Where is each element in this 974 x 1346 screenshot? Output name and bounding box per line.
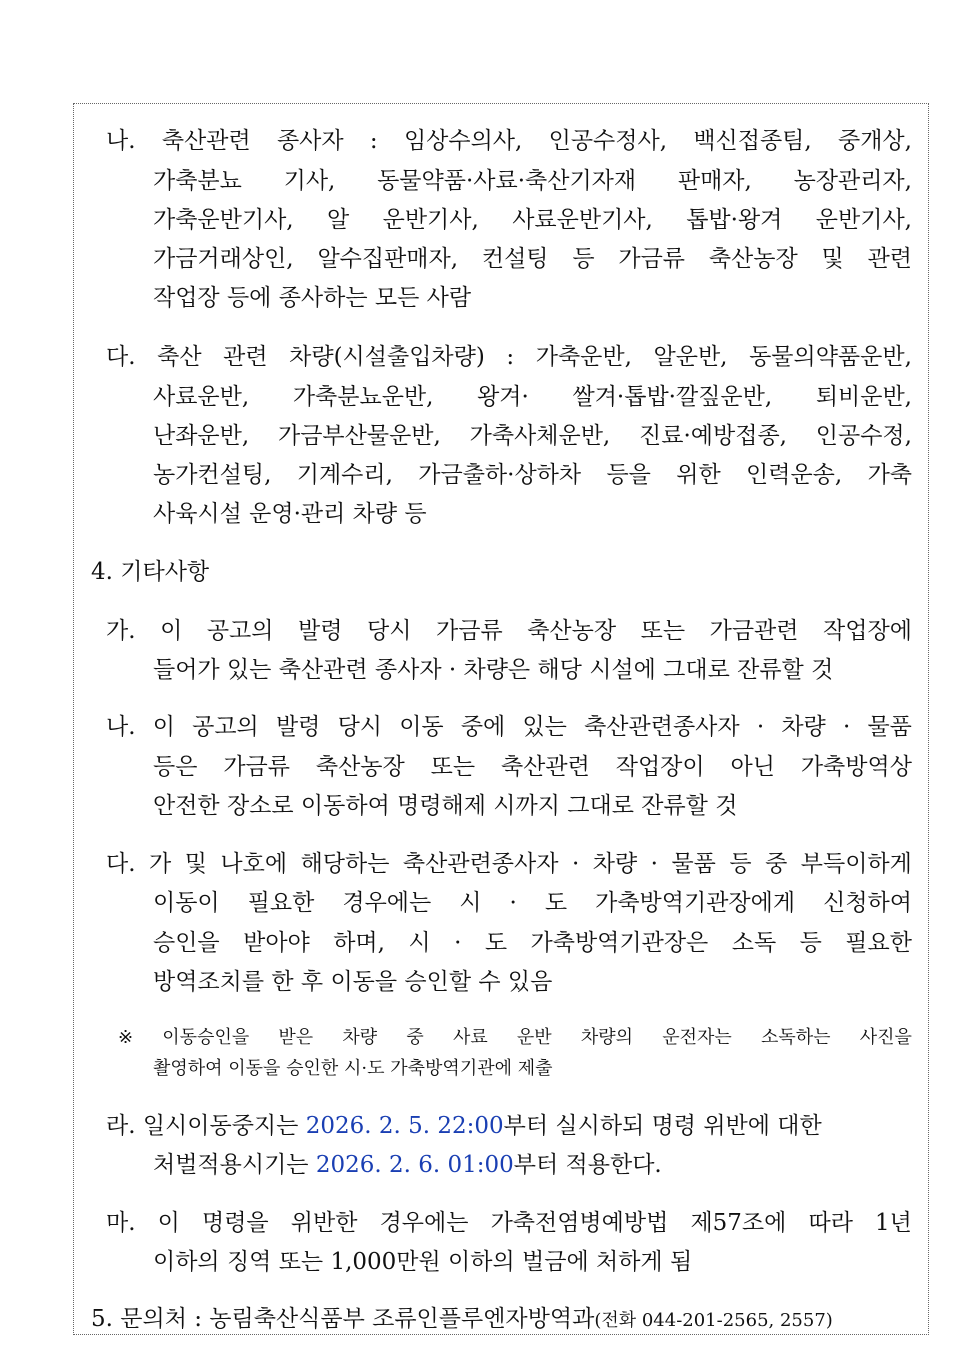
word: 및: [184, 851, 207, 877]
word: 작업장에: [823, 618, 912, 644]
word: 운전자는: [662, 1027, 732, 1048]
word: 등: [572, 246, 595, 272]
word: 알운반,: [653, 344, 728, 370]
line-text: [153, 245, 912, 273]
word: 해당하는: [300, 851, 390, 877]
word: 기사,: [283, 168, 336, 194]
word: 사료: [452, 1027, 488, 1048]
word: 받은: [278, 1027, 314, 1048]
word: 왕겨·: [477, 384, 529, 410]
word: 가금관련: [709, 618, 799, 644]
word: 필요한: [845, 930, 912, 956]
word: 종사자: [276, 128, 344, 154]
word: 승인을: [153, 930, 220, 956]
contact-phone: (전화 044-201-2565, 2557): [594, 1310, 833, 1331]
section-5-contact: 5. 문의처 : 농림축산식품부 조류인플루엔자방역과(전화 044-201-2565, 2557): [91, 1306, 833, 1332]
word: 농장관리자,: [793, 168, 912, 194]
word: 판매자,: [677, 168, 752, 194]
s4-ga-line-2: 들어가 있는 축산관련 종사자 · 차량은 해당 시설에 그대로 잔류할 것: [153, 657, 834, 683]
word: 가금출하·상하차: [418, 462, 582, 488]
word: 가금부산물운반,: [277, 423, 441, 449]
s4-na-line-3: 안전한 장소로 이동하여 명령해제 시까지 그대로 잔류할 것: [153, 793, 738, 819]
line-text: [106, 850, 912, 878]
word: 나호에: [220, 851, 288, 877]
word: 하며,: [333, 930, 385, 956]
word: 알: [327, 207, 350, 233]
word: 신청하여: [823, 890, 912, 916]
line-text: [153, 383, 912, 411]
word: 등은: [153, 754, 198, 780]
word: 등: [799, 930, 822, 956]
word: 중개상,: [838, 128, 912, 154]
line-text: [153, 167, 912, 195]
word: 차량: [342, 1027, 378, 1048]
word: ·: [650, 851, 658, 877]
word: 나.: [106, 714, 136, 740]
word: 이: [152, 714, 175, 740]
word: ·: [454, 930, 462, 956]
word: 차량의: [580, 1027, 634, 1048]
s4-da-line-2: [153, 889, 912, 917]
word: 가축운반기사,: [153, 207, 294, 233]
word: 관련: [223, 344, 268, 370]
word: 동물약품·사료·축산기자재: [377, 168, 637, 194]
s4-ga-line-1: [106, 617, 912, 645]
line-text: [106, 1209, 912, 1237]
word: 차량: [592, 851, 638, 877]
word: 가금류: [436, 618, 503, 644]
line-text: [153, 461, 912, 489]
word: 사진을: [859, 1027, 912, 1048]
word: 시: [459, 890, 482, 916]
word: ·: [571, 851, 580, 877]
word: 인공수정사,: [548, 128, 668, 154]
line-text: [153, 753, 912, 781]
word: 알수집판매자,: [317, 246, 459, 272]
s4-ma-line-1: [106, 1209, 912, 1237]
word: 진료·예방접종,: [639, 423, 787, 449]
s4-ma-line-2: 이하의 징역 또는 1,000만원 이하의 벌금에 처하게 됨: [153, 1249, 693, 1275]
na-line-1: [106, 127, 912, 155]
word: 운반: [516, 1027, 552, 1048]
word: 소독하는: [760, 1027, 831, 1048]
word: 가축방역상: [800, 754, 912, 780]
word: 공고의: [206, 618, 274, 644]
word: 있는: [522, 714, 567, 740]
word: 가축방역기관장에게: [595, 890, 796, 916]
line-text: [106, 713, 912, 741]
word: 톱밥·왕겨: [686, 207, 783, 233]
word: 차량(시설출입차량): [289, 344, 485, 370]
word: 당시: [367, 618, 412, 644]
word: 쌀겨·톱밥·깔짚운반,: [572, 384, 773, 410]
word: 가.: [106, 618, 136, 644]
word: 가축사체운반,: [469, 423, 611, 449]
word: 등을: [606, 462, 651, 488]
word: 또는: [640, 618, 686, 644]
da-line-3: [153, 422, 912, 450]
word: 축산관련: [161, 128, 251, 154]
word: 받아야: [243, 930, 310, 956]
word: 동물의약품운반,: [749, 344, 912, 370]
word: 다.: [106, 851, 136, 877]
word: :: [506, 344, 515, 370]
s4-na-line-1: [106, 713, 912, 741]
s4-da-line-1: [106, 850, 912, 878]
word: 임상수의사,: [403, 128, 523, 154]
word: 이동: [399, 714, 444, 740]
word: 차량: [781, 714, 826, 740]
s4-da-line-3: [153, 929, 912, 957]
line-text: [153, 889, 912, 917]
word: 가축운반,: [535, 344, 632, 370]
word: 등: [729, 851, 752, 877]
word: 마.: [106, 1210, 136, 1236]
na-line-3: [153, 206, 912, 234]
word: 축산관련종사자: [584, 714, 740, 740]
section-4-heading: 4. 기타사항: [91, 559, 210, 585]
line-text: [153, 422, 912, 450]
word: 이동이: [153, 890, 220, 916]
word: 이: [157, 1210, 180, 1236]
word: 경우에는: [342, 890, 432, 916]
word: 컨설팅: [481, 246, 549, 272]
word: 따라: [808, 1210, 853, 1236]
word: 농가컨설팅,: [153, 462, 272, 488]
word: 가금거래상인,: [153, 246, 294, 272]
word: 및: [821, 246, 844, 272]
ra-penalty-datetime: 2026. 2. 6. 01:00: [315, 1152, 514, 1178]
word: 경우에는: [379, 1210, 469, 1236]
note-line-2: 촬영하여 이동을 승인한 시·도 가축방역기관에 제출: [153, 1058, 553, 1079]
word: 도: [484, 930, 508, 956]
word: 운반기사,: [382, 207, 479, 233]
word: 가축방역기관장은: [530, 930, 709, 956]
word: 가: [149, 851, 172, 877]
word: 발령: [298, 618, 343, 644]
word: 백신접종팀,: [693, 128, 812, 154]
line-text: [106, 343, 912, 371]
word: 축산농장: [527, 618, 617, 644]
word: 나.: [106, 128, 136, 154]
word: 이동승인을: [162, 1027, 250, 1048]
word: 또는: [430, 754, 476, 780]
na-line-4: [153, 245, 912, 273]
word: 퇴비운반,: [815, 384, 912, 410]
word: 필요한: [247, 890, 315, 916]
word: 제57조에: [690, 1210, 787, 1236]
da-line-2: [153, 383, 912, 411]
word: 공고의: [192, 714, 259, 740]
word: 도: [544, 890, 568, 916]
word: 작업장이: [615, 754, 705, 780]
line-text: [153, 929, 912, 957]
word: 축산관련종사자: [402, 851, 559, 877]
s4-ra-line-1: 라. 일시이동중지는 2026. 2. 5. 22:00부터 실시하되 명령 위반에 대한: [106, 1113, 822, 1139]
word: 위반한: [290, 1210, 358, 1236]
word: 가축전염병예방법: [490, 1210, 669, 1236]
word: 다.: [106, 344, 136, 370]
word: 축산농장: [315, 754, 405, 780]
word: 1년: [875, 1210, 912, 1236]
word: 사료운반,: [153, 384, 250, 410]
word: 가축: [867, 462, 912, 488]
word: 발령: [275, 714, 321, 740]
line-text: [153, 206, 912, 234]
note-line-1: [118, 1026, 912, 1050]
word: 관련: [867, 246, 912, 272]
word: 가축분뇨운반,: [292, 384, 434, 410]
da-line-1: [106, 343, 912, 371]
word: 사료운반기사,: [512, 207, 653, 233]
word: 위한: [676, 462, 721, 488]
word: 명령을: [202, 1210, 269, 1236]
s4-ra-line-2: 처벌적용시기는 2026. 2. 6. 01:00부터 적용한다.: [153, 1152, 662, 1178]
word: 부득이하게: [800, 851, 912, 877]
na-line-2: [153, 167, 912, 195]
ra-start-datetime: 2026. 2. 5. 22:00: [305, 1113, 504, 1139]
word: ·: [509, 890, 517, 916]
word: 가금류: [618, 246, 686, 272]
word: ·: [842, 714, 851, 740]
word: ※: [118, 1027, 134, 1048]
s4-na-line-2: [153, 753, 912, 781]
word: 기계수리,: [296, 462, 393, 488]
word: 중: [406, 1027, 424, 1048]
line-text: [118, 1026, 912, 1050]
word: 소독: [731, 930, 777, 956]
word: 난좌운반,: [153, 423, 250, 449]
da-line-4: [153, 461, 912, 489]
word: 시: [408, 930, 431, 956]
word: :: [369, 128, 378, 154]
line-text: [106, 127, 912, 155]
word: 중: [765, 851, 788, 877]
word: 인력운송,: [746, 462, 843, 488]
word: 아닌: [730, 754, 775, 780]
word: 중에: [460, 714, 506, 740]
word: 가금류: [223, 754, 290, 780]
word: ·: [756, 714, 765, 740]
word: 축산관련: [500, 754, 590, 780]
word: 운반기사,: [815, 207, 912, 233]
word: 이: [160, 618, 183, 644]
na-line-5: 작업장 등에 종사하는 모든 사람: [153, 285, 472, 311]
word: 가축분뇨: [153, 168, 242, 194]
word: 인공수정,: [815, 423, 912, 449]
word: 물품: [867, 714, 912, 740]
da-line-5: 사육시설 운영·관리 차량 등: [153, 501, 427, 527]
line-text: [106, 617, 912, 645]
word: 축산농장: [708, 246, 798, 272]
s4-da-line-4: 방역조치를 한 후 이동을 승인할 수 있음: [153, 969, 553, 995]
word: 물품: [671, 851, 716, 877]
word: 당시: [337, 714, 383, 740]
word: 축산: [157, 344, 202, 370]
